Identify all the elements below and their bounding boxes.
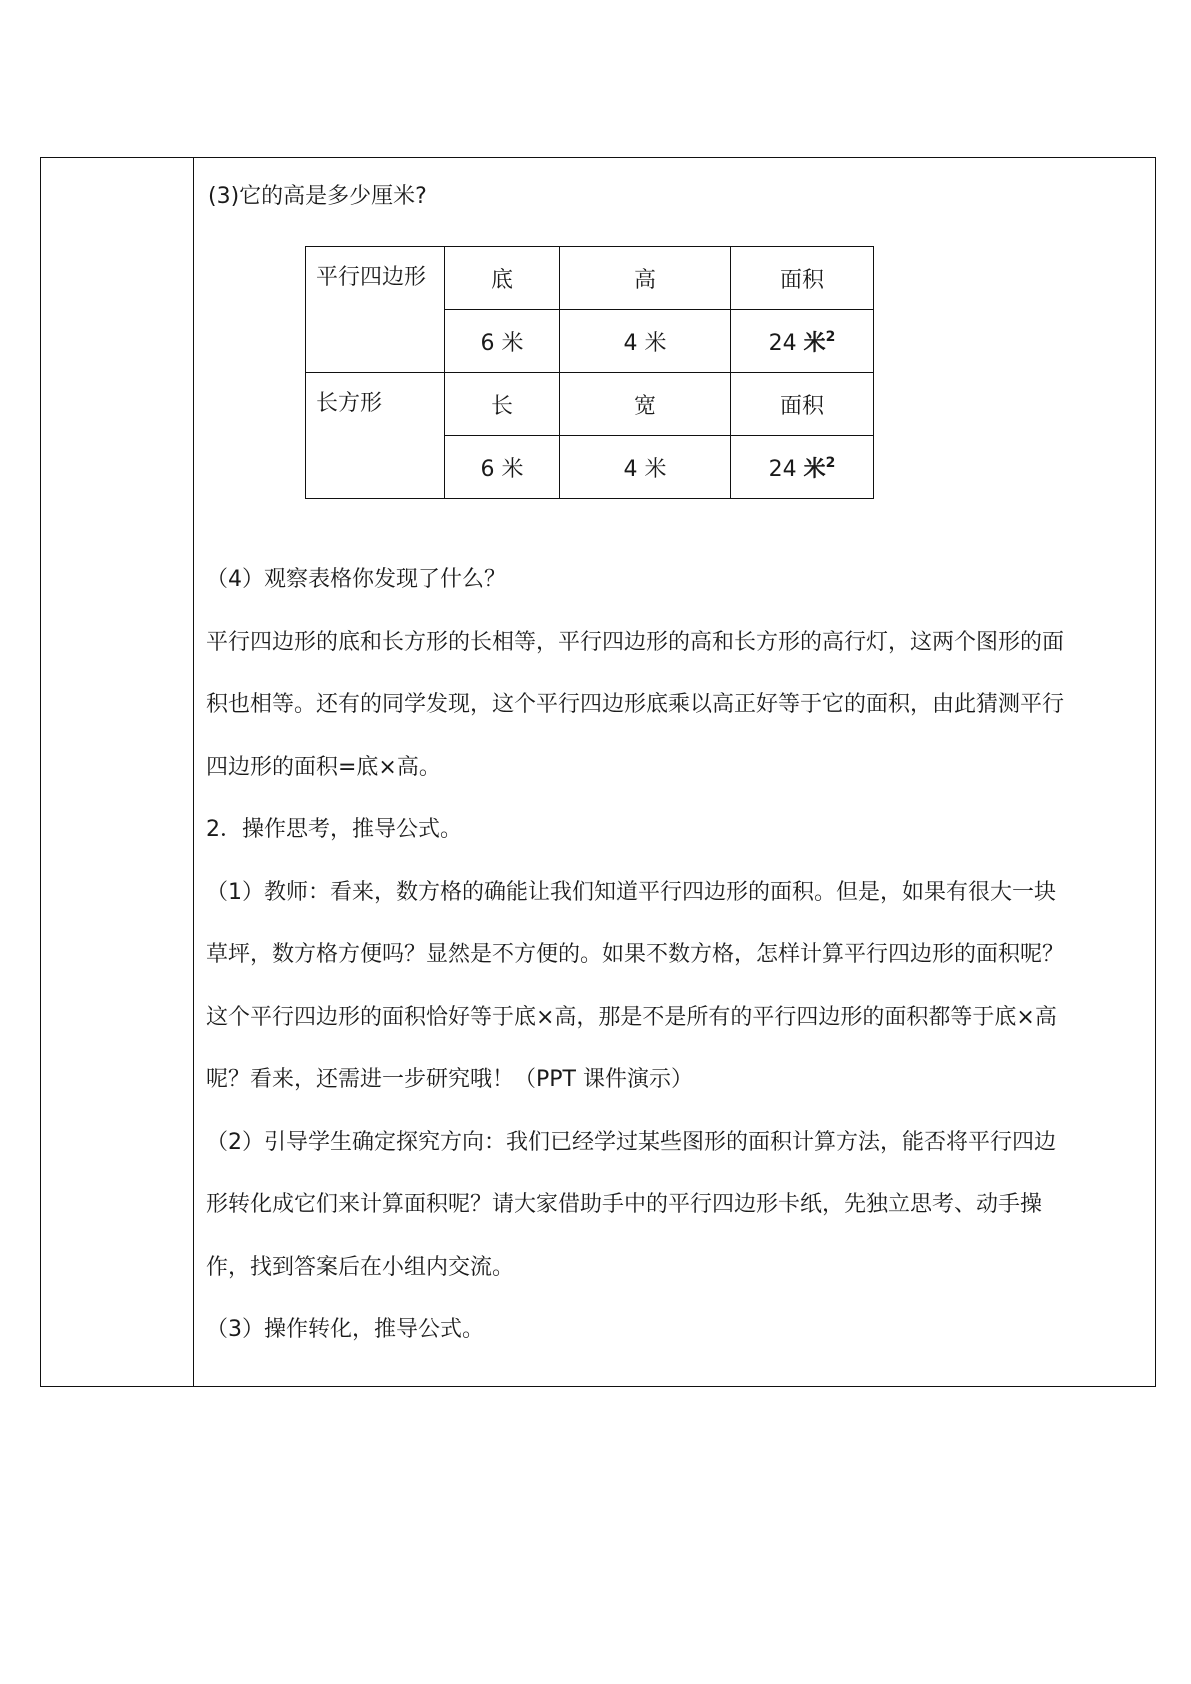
parallelogram-header-area: 面积 <box>731 247 874 310</box>
comparison-table <box>305 246 874 499</box>
paragraph-line: 作，找到答案后在小组内交流。 <box>206 1254 515 1280</box>
area-unit: 米 <box>803 456 826 482</box>
parallelogram-header-height: 高 <box>560 247 731 310</box>
area-exponent: 2 <box>825 454 836 471</box>
left-column-cell <box>41 158 194 1387</box>
area-exponent: 2 <box>825 328 836 345</box>
paragraph-line: 形转化成它们来计算面积呢？请大家借助手中的平行四边形卡纸，先独立思考、动手操 <box>206 1192 1043 1217</box>
area-number: 24 <box>768 456 797 482</box>
paragraph-line: 草坪，数方格方便吗？显然是不方便的。如果不数方格，怎样计算平行四边形的面积呢？ <box>206 942 1065 967</box>
rectangle-label: 长方形 <box>306 373 445 499</box>
rectangle-header-width: 宽 <box>560 373 731 436</box>
table-row <box>306 247 874 310</box>
question-4: （4）观察表格你发现了什么？ <box>206 567 506 592</box>
area-unit: 米 <box>803 330 826 356</box>
parallelogram-height-value: 4 米 <box>560 310 731 373</box>
parallelogram-header-base: 底 <box>445 247 560 310</box>
lesson-content <box>206 166 1143 1362</box>
paragraph-line: （2）引导学生确定探究方向：我们已经学过某些图形的面积计算方法，能否将平行四边 <box>206 1129 1056 1155</box>
paragraph-line: 四边形的面积=底×高。 <box>206 754 441 780</box>
rectangle-length-value: 6 米 <box>445 436 560 499</box>
parallelogram-base-value: 6 米 <box>445 310 560 373</box>
paragraph-line: 这个平行四边形的面积恰好等于底×高，那是不是所有的平行四边形的面积都等于底×高 <box>206 1004 1057 1030</box>
lesson-table <box>40 157 1156 1387</box>
paragraph-line: （1）教师：看来，数方格的确能让我们知道平行四边形的面积。但是，如果有很大一块 <box>206 879 1056 905</box>
table-row <box>306 373 874 436</box>
parallelogram-area-value <box>731 310 874 373</box>
question-3: (3)它的高是多少厘米? <box>208 184 427 209</box>
paragraph-line: （3）操作转化，推导公式。 <box>206 1317 484 1342</box>
rectangle-area-value <box>731 436 874 499</box>
rectangle-width-value: 4 米 <box>560 436 731 499</box>
rectangle-header-length: 长 <box>445 373 560 436</box>
area-number: 24 <box>768 330 797 356</box>
paragraph-line: 呢？看来，还需进一步研究哦！（PPT 课件演示） <box>206 1067 693 1092</box>
paragraph-line: 积也相等。还有的同学发现，这个平行四边形底乘以高正好等于它的面积，由此猜测平行 <box>206 692 1065 717</box>
content-cell <box>194 158 1156 1387</box>
rectangle-header-area: 面积 <box>731 373 874 436</box>
section-heading: 2．操作思考，推导公式。 <box>206 817 462 842</box>
parallelogram-label: 平行四边形 <box>306 247 445 373</box>
paragraph-line: 平行四边形的底和长方形的长相等，平行四边形的高和长方形的高行灯，这两个图形的面 <box>206 629 1065 655</box>
